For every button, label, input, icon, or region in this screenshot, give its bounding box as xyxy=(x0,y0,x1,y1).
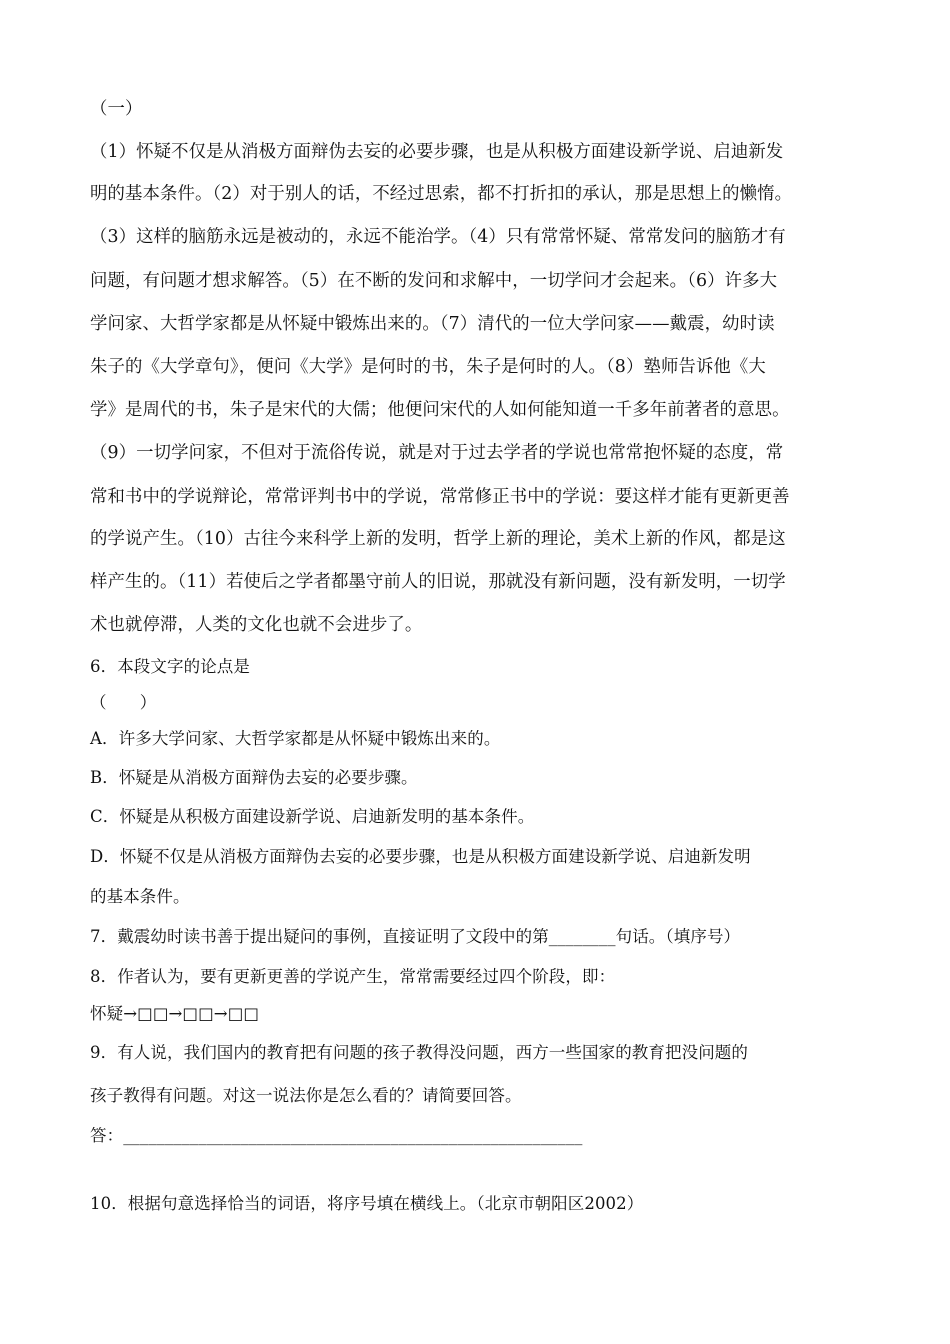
passage-line: 术也就停滞，人类的文化也就不会进步了。 xyxy=(90,615,423,635)
section-label: （一） xyxy=(90,99,143,119)
passage-line: （1）怀疑不仅是从消极方面辩伪去妄的必要步骤，也是从积极方面建设新学说、启迪新发 xyxy=(90,142,784,162)
question-8-stem: 8．作者认为，要有更新更善的学说产生，常常需要经过四个阶段，即： xyxy=(90,967,616,986)
question-8-chain: 怀疑→□□→□□→□□ xyxy=(90,1004,260,1023)
question-6-option-b: B．怀疑是从消极方面辩伪去妄的必要步骤。 xyxy=(90,768,418,787)
passage-line: 朱子的《大学章句》，便问《大学》是何时的书，朱子是何时的人。（8）塾师告诉他《大 xyxy=(90,357,766,377)
passage-line: 明的基本条件。（2）对于别人的话，不经过思索，都不打折扣的承认，那是思想上的懒惰。 xyxy=(90,184,793,204)
passage-line: 问题，有问题才想求解答。（5）在不断的发问和求解中，一切学问才会起来。（6）许多大 xyxy=(90,271,778,291)
passage-line: 学》是周代的书，朱子是宋代的大儒；他便问宋代的人如何能知道一千多年前著者的意思。 xyxy=(90,400,790,420)
passage-line: 学问家、大哲学家都是从怀疑中锻炼出来的。（7）清代的一位大学问家——戴震，幼时读 xyxy=(90,314,775,334)
passage-line: （3）这样的脑筋永远是被动的，永远不能治学。（4）只有常常怀疑、常常发问的脑筋才有 xyxy=(90,227,786,247)
question-9-line-1: 9．有人说，我们国内的教育把有问题的孩子教得没问题，西方一些国家的教育把没问题的 xyxy=(90,1043,748,1062)
question-9-answer-line[interactable]: 答：_______________________________________________________ xyxy=(90,1126,583,1145)
question-10: 10．根据句意选择恰当的词语，将序号填在横线上。（北京市朝阳区2002） xyxy=(90,1194,644,1213)
question-9-line-2: 孩子教得有问题。对这一说法你是怎么看的？请简要回答。 xyxy=(90,1086,522,1105)
question-6-answer-bracket[interactable]: （ ） xyxy=(90,693,157,712)
passage-line: （9）一切学问家，不但对于流俗传说，就是对于过去学者的学说也常常抱怀疑的态度，常 xyxy=(90,443,784,463)
question-6-option-a: A．许多大学问家、大哲学家都是从怀疑中锻炼出来的。 xyxy=(90,729,501,748)
passage-line: 常和书中的学说辩论，常常评判书中的学说，常常修正书中的学说：要这样才能有更新更善 xyxy=(90,487,790,507)
question-6-stem: 6．本段文字的论点是 xyxy=(90,657,250,676)
passage-line: 样产生的。（11）若使后之学者都墨守前人的旧说，那就没有新问题，没有新发明，一切学 xyxy=(90,572,786,592)
passage-line: 的学说产生。（10）古往今来科学上新的发明，哲学上新的理论，美术上新的作风，都是这 xyxy=(90,529,786,549)
question-6-option-d: D．怀疑不仅是从消极方面辩伪去妄的必要步骤，也是从积极方面建设新学说、启迪新发明 xyxy=(90,847,751,866)
question-6-option-c: C．怀疑是从积极方面建设新学说、启迪新发明的基本条件。 xyxy=(90,807,535,826)
question-6-option-d-continued: 的基本条件。 xyxy=(90,887,190,906)
question-7: 7．戴震幼时读书善于提出疑问的事例，直接证明了文段中的第________句话。（填序号） xyxy=(90,927,741,946)
